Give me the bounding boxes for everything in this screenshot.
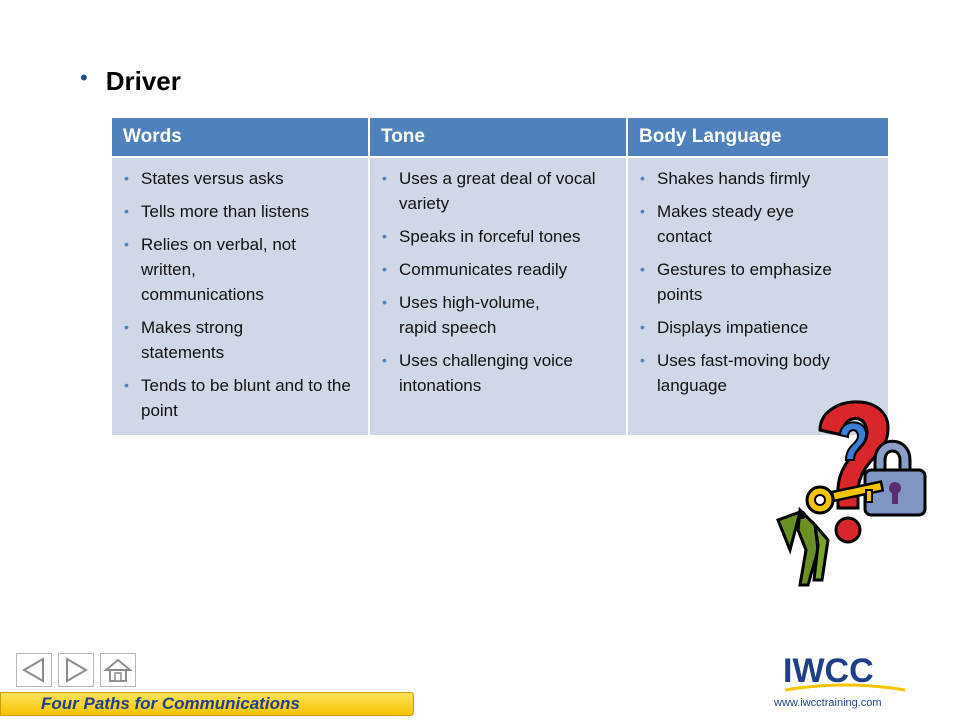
list-item: • Communicates readily (378, 257, 618, 282)
slide-title: Driver (105, 66, 181, 96)
slide-navigation (16, 653, 136, 687)
list-item: • Gestures to emphasize points (636, 257, 880, 307)
svg-text:IWCC: IWCC (783, 652, 874, 690)
body-language-list (636, 166, 880, 398)
list-item: • Uses a great deal of vocal variety (378, 166, 618, 216)
list-item: • Makes steady eye contact (636, 199, 880, 249)
words-cell (112, 158, 370, 435)
iwcc-logo (775, 650, 915, 700)
list-item: • Tends to be blunt and to the point (120, 373, 360, 423)
header-words: Words (112, 118, 370, 158)
home-icon (103, 656, 133, 684)
slide-title-row (80, 66, 181, 97)
list-item: • Makes strong statements (120, 315, 360, 365)
website-url: www.iwcctraining.com (774, 697, 882, 709)
prev-icon (19, 656, 49, 684)
list-item: • Displays impatience (636, 315, 880, 340)
list-item: • States versus asks (120, 166, 360, 191)
list-item: • Uses fast-moving body language (636, 348, 880, 398)
list-item: • Uses high-volume, rapid speech (378, 290, 618, 340)
words-list (120, 166, 360, 423)
table-header-row (112, 118, 888, 158)
key-lock-clipart (770, 390, 930, 600)
list-item: • Tells more than listens (120, 199, 360, 224)
tone-list (378, 166, 618, 398)
traits-table (112, 118, 888, 435)
home-button[interactable] (100, 653, 136, 687)
tone-cell (370, 158, 628, 435)
list-item: • Uses challenging voice intonations (378, 348, 618, 398)
bullet-icon: • (80, 64, 88, 90)
list-item: • Speaks in forceful tones (378, 224, 618, 249)
previous-slide-button[interactable] (16, 653, 52, 687)
header-body-language: Body Language (628, 118, 888, 158)
next-icon (61, 656, 91, 684)
footer-banner (0, 692, 414, 716)
list-item: • Shakes hands firmly (636, 166, 880, 191)
header-tone: Tone (370, 118, 628, 158)
list-item: • Relies on verbal, not written, communications (120, 232, 360, 307)
footer-label: Four Paths for Communications (41, 694, 300, 713)
next-slide-button[interactable] (58, 653, 94, 687)
